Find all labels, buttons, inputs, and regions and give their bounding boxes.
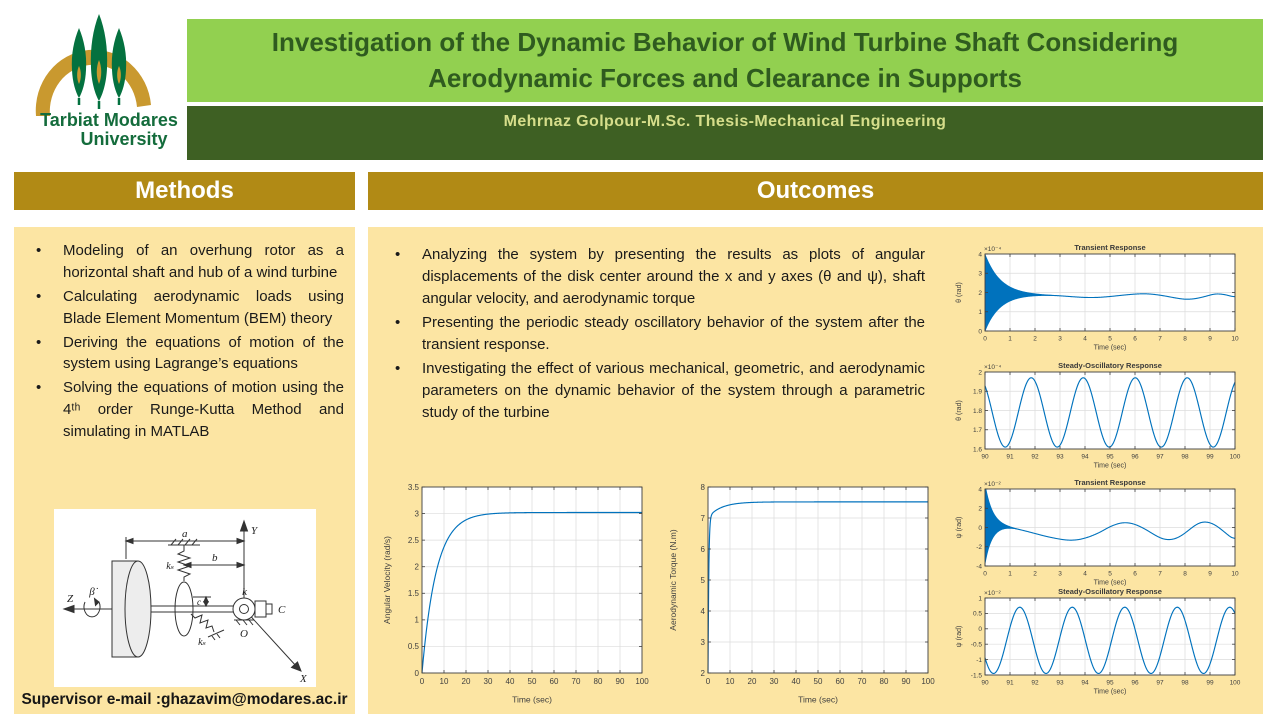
svg-text:0.5: 0.5 [407,642,419,652]
dim-label-a: a [182,528,188,540]
svg-text:90: 90 [615,677,625,686]
svg-text:2: 2 [978,369,982,377]
outcomes-heading: Outcomes [756,177,875,204]
svg-text:ψ (rad): ψ (rad) [956,516,963,539]
methods-heading: Methods [135,177,234,204]
svg-text:1: 1 [1008,570,1012,578]
svg-text:8: 8 [1183,335,1187,343]
svg-text:4: 4 [978,486,982,494]
svg-text:5: 5 [1108,570,1112,578]
dim-label-b: b [212,552,218,564]
svg-text:Time (sec): Time (sec) [1093,579,1127,587]
svg-text:7: 7 [1158,335,1162,343]
svg-text:80: 80 [879,677,889,686]
chart-svg-theta-transient [953,240,1245,352]
svg-text:70: 70 [571,677,581,686]
university-logo-graphic [12,4,187,162]
chart-psi-steady-oscillatory-response [953,584,1245,696]
svg-text:6: 6 [1133,570,1137,578]
svg-text:40: 40 [505,677,515,686]
supervisor-email: Supervisor e-mail :ghazavim@modares.ac.ir [21,691,348,708]
svg-text:20: 20 [747,677,757,686]
svg-text:99: 99 [1206,679,1214,687]
svg-text:1.6: 1.6 [972,446,982,454]
axis-label-x: X [300,673,307,685]
svg-text:91: 91 [1006,453,1014,461]
svg-text:Time (sec): Time (sec) [1093,688,1127,696]
svg-text:×10⁻²: ×10⁻² [984,481,1001,488]
svg-text:91: 91 [1006,679,1014,687]
svg-text:4: 4 [700,606,705,616]
svg-text:-1.5: -1.5 [970,672,982,680]
svg-text:4: 4 [978,251,982,259]
svg-text:Time (sec): Time (sec) [1093,462,1127,470]
svg-text:93: 93 [1056,453,1064,461]
svg-text:5: 5 [700,575,705,585]
svg-text:95: 95 [1106,679,1114,687]
svg-text:6: 6 [700,544,705,554]
svg-text:3: 3 [1058,335,1062,343]
svg-text:0: 0 [983,570,987,578]
axis-label-y: Y [251,525,258,537]
label-spring-bottom-ks: kₛ [198,637,206,648]
subtitle-band [187,106,1263,160]
svg-text:20: 20 [461,677,471,686]
svg-text:-4: -4 [976,563,982,571]
methods-panel [14,227,355,714]
svg-text:2: 2 [1033,335,1037,343]
svg-text:92: 92 [1031,679,1039,687]
svg-text:10: 10 [1231,335,1239,343]
svg-text:10: 10 [1231,570,1239,578]
outcomes-bullet-2: • Presenting the periodic steady oscillatory behavior of the system after the transient response. [382,312,925,356]
chart-theta-steady-oscillatory-response [953,358,1245,470]
svg-text:7: 7 [700,513,705,523]
chart-svg-psi-steady [953,584,1245,696]
svg-text:60: 60 [835,677,845,686]
svg-text:3: 3 [414,509,419,519]
outcomes-section-header [368,172,1263,210]
svg-text:×10⁻⁴: ×10⁻⁴ [984,364,1002,371]
svg-text:40: 40 [791,677,801,686]
svg-text:1: 1 [978,309,982,317]
svg-text:0: 0 [978,328,982,336]
svg-text:99: 99 [1206,453,1214,461]
label-damper-c: C [278,604,286,616]
title-band [187,19,1263,102]
svg-text:70: 70 [857,677,867,686]
logo-text-line1: Tarbiat Modares [40,110,178,130]
university-logo [12,4,187,162]
svg-text:96: 96 [1131,453,1139,461]
svg-text:0: 0 [978,626,982,634]
svg-text:7: 7 [1158,570,1162,578]
rotor-schematic-diagram [54,509,316,687]
svg-text:100: 100 [921,677,935,686]
svg-text:-1: -1 [976,656,982,664]
svg-text:-2: -2 [976,544,982,552]
svg-text:100: 100 [1229,453,1241,461]
svg-text:80: 80 [593,677,603,686]
svg-text:98: 98 [1181,453,1189,461]
chart-svg-psi-transient [953,475,1245,587]
svg-text:100: 100 [635,677,649,686]
svg-text:2: 2 [414,562,419,572]
svg-text:Transient Response: Transient Response [1074,243,1146,252]
label-stiffness-k: k [242,586,247,598]
svg-text:1.5: 1.5 [407,589,419,599]
methods-bullet-1: • Modeling of an overhung rotor as a horizontal shaft and hub of a wind turbine [23,240,344,284]
svg-text:50: 50 [527,677,537,686]
svg-text:1.9: 1.9 [972,388,982,396]
svg-text:9: 9 [1208,570,1212,578]
svg-text:Time (sec): Time (sec) [798,694,838,705]
chart-aerodynamic-torque [668,477,940,705]
svg-text:6: 6 [1133,335,1137,343]
svg-text:3: 3 [978,270,982,278]
svg-text:×10⁻²: ×10⁻² [984,590,1001,597]
logo-tree-left [72,28,86,98]
svg-text:60: 60 [549,677,559,686]
svg-text:8: 8 [1183,570,1187,578]
svg-text:2.5: 2.5 [407,535,419,545]
svg-text:0: 0 [419,677,425,686]
svg-text:96: 96 [1131,679,1139,687]
svg-text:ψ (rad): ψ (rad) [956,625,963,648]
poster-title: Investigation of the Dynamic Behavior of Wind Turbine Shaft Considering Aerodynamic Forces and Clearance in Supports [271,27,1179,93]
label-beta-dot: β̇ [89,586,95,598]
svg-text:100: 100 [1229,679,1241,687]
svg-text:4: 4 [1083,570,1087,578]
svg-text:θ (rad): θ (rad) [956,400,963,421]
rotor-schematic-box [54,509,316,687]
svg-text:93: 93 [1056,679,1064,687]
methods-bullet-4: • Solving the equations of motion using the 4ᵗʰ order Runge-Kutta Method and simulating in MATLAB [23,377,344,443]
svg-text:90: 90 [981,679,989,687]
outcomes-bullet-3: • Investigating the effect of various mechanical, geometric, and aerodynamic parameters on the dynamic behavior of the system through a parametric study of the turbine [382,358,925,424]
logo-tree-right [112,28,126,98]
axis-label-z: Z [67,593,74,605]
svg-text:9: 9 [1208,335,1212,343]
svg-text:0: 0 [983,335,987,343]
outcomes-panel [368,227,1263,714]
methods-section-header [14,172,355,210]
svg-text:98: 98 [1181,679,1189,687]
svg-text:30: 30 [483,677,493,686]
svg-text:2: 2 [978,505,982,513]
chart-svg-angular-velocity [382,477,654,705]
svg-text:Transient Response: Transient Response [1074,478,1146,487]
outcomes-bullet-1: • Analyzing the system by presenting the results as plots of angular displacements of the disk center around the x and y axes (θ and ψ), shaft angular velocity, and aerodynamic torque [382,244,925,310]
svg-text:Angular Velocity (rad/s): Angular Velocity (rad/s) [382,536,392,624]
svg-text:1: 1 [414,615,419,625]
svg-text:10: 10 [725,677,735,686]
svg-text:1: 1 [978,595,982,603]
svg-text:3.5: 3.5 [407,482,419,492]
svg-text:8: 8 [700,482,705,492]
chart-angular-velocity [382,477,654,705]
svg-text:97: 97 [1156,679,1164,687]
logo-text-line2: University [80,129,168,149]
svg-text:5: 5 [1108,335,1112,343]
svg-text:3: 3 [1058,570,1062,578]
chart-svg-aerodynamic-torque [668,477,940,705]
svg-text:1: 1 [1008,335,1012,343]
svg-text:95: 95 [1106,453,1114,461]
svg-text:94: 94 [1081,453,1089,461]
chart-theta-transient-response [953,240,1245,352]
svg-text:0.5: 0.5 [972,610,982,618]
svg-text:Steady-Oscillatory Response: Steady-Oscillatory Response [1058,361,1162,370]
methods-bullet-3: • Deriving the equations of motion of the system using Lagrange’s equations [23,332,344,376]
svg-text:3: 3 [700,637,705,647]
svg-text:1.7: 1.7 [972,427,982,435]
svg-text:2: 2 [978,289,982,297]
svg-text:10: 10 [439,677,449,686]
svg-text:97: 97 [1156,453,1164,461]
svg-text:×10⁻⁴: ×10⁻⁴ [984,246,1002,253]
svg-text:0: 0 [705,677,711,686]
svg-text:4: 4 [1083,335,1087,343]
methods-bullet-list [14,227,355,443]
svg-text:Aerodynamic Torque (N.m): Aerodynamic Torque (N.m) [668,529,678,631]
chart-psi-transient-response [953,475,1245,587]
label-spring-top-ks: kₛ [166,561,174,572]
svg-text:90: 90 [981,453,989,461]
svg-text:2: 2 [700,668,705,678]
svg-text:-0.5: -0.5 [970,641,982,649]
label-origin-o: O [240,628,248,640]
svg-text:1.8: 1.8 [972,407,982,415]
svg-text:94: 94 [1081,679,1089,687]
svg-text:θ (rad): θ (rad) [956,282,963,303]
outcomes-bullet-list [382,244,925,426]
svg-text:0: 0 [414,668,419,678]
svg-text:Time (sec): Time (sec) [1093,344,1127,352]
methods-bullet-2: • Calculating aerodynamic loads using Blade Element Momentum (BEM) theory [23,286,344,330]
svg-text:Time (sec): Time (sec) [512,694,552,705]
svg-text:30: 30 [769,677,779,686]
svg-text:Steady-Oscillatory Response: Steady-Oscillatory Response [1058,587,1162,596]
svg-text:92: 92 [1031,453,1039,461]
chart-svg-theta-steady [953,358,1245,470]
svg-text:90: 90 [901,677,911,686]
dim-label-c: c [197,597,201,607]
svg-text:0: 0 [978,524,982,532]
poster-subtitle: Mehrnaz Golpour-M.Sc. Thesis-Mechanical Engineering [503,113,947,130]
svg-text:50: 50 [813,677,823,686]
svg-text:2: 2 [1033,570,1037,578]
logo-tree-center [91,14,107,101]
